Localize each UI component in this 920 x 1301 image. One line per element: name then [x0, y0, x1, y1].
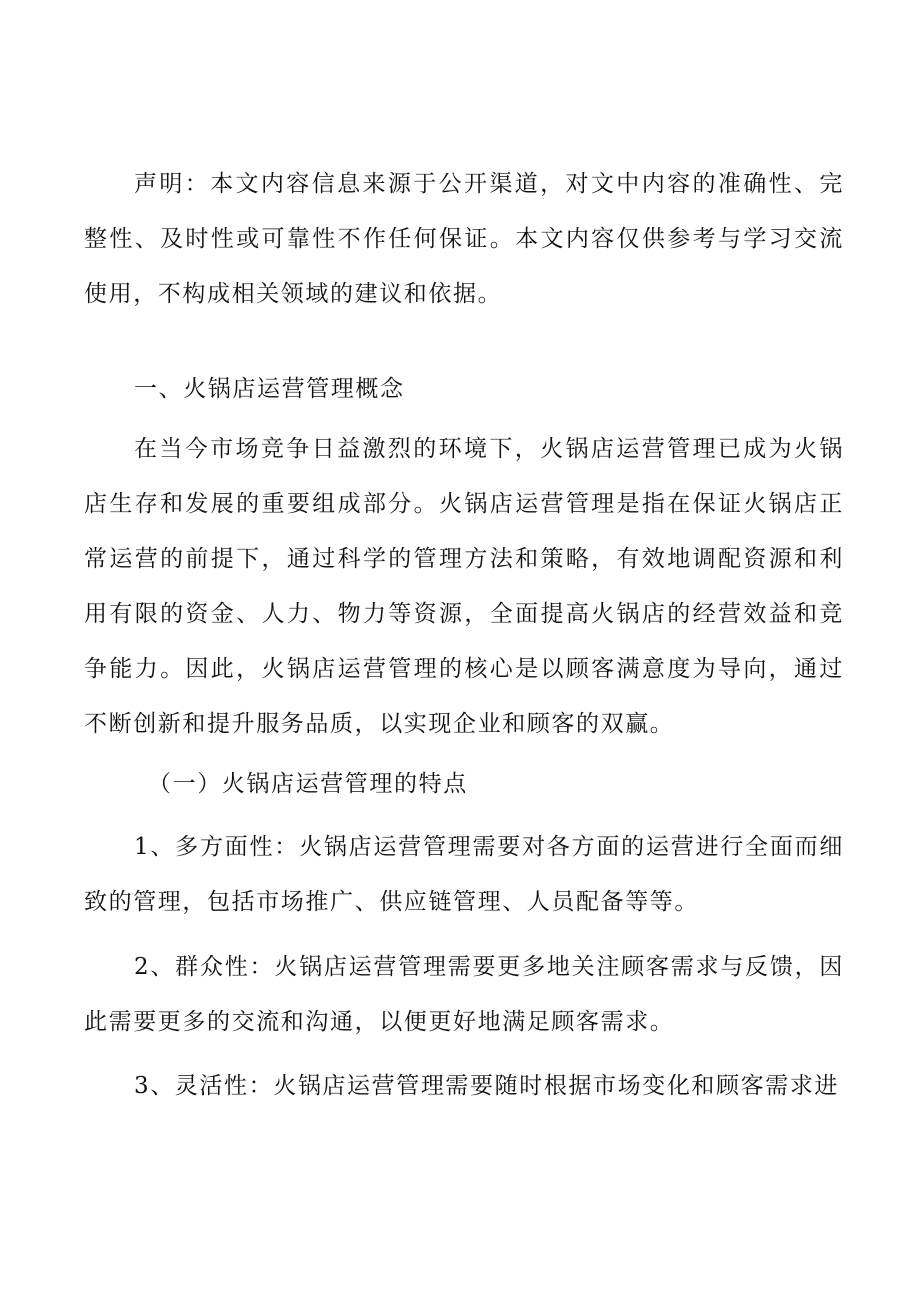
subsection-heading: （一）火锅店运营管理的特点	[148, 771, 468, 797]
section-paragraph: 在当今市场竞争日益激烈的环境下，火锅店运营管理已成为火锅店生存和发展的重要组成部分。火锅店运营管理是指在保证火锅店正常运营的前提下，通过科学的管理方法和策略，有效地调配资源和利用有限的资金、人力、物力等资源，全面提高火锅店的经营效益和竞争能力。因此，火锅店运营管理的核心是以顾客满意度为导向，通过不断创新和提升服务品质，以实现企业和顾客的双赢。	[84, 436, 844, 737]
list-item: 3、灵活性：火锅店运营管理需要随时根据市场变化和顾客需求进	[134, 1073, 840, 1099]
disclaimer-paragraph: 声明：本文内容信息来源于公开渠道，对文中内容的准确性、完整性、及时性或可靠性不作任何保证。本文内容仅供参考与学习交流使用，不构成相关领域的建议和依据。	[84, 171, 844, 307]
list-item: 1、多方面性：火锅店运营管理需要对各方面的运营进行全面而细致的管理，包括市场推广、供应链管理、人员配备等等。	[84, 834, 844, 915]
list-item: 2、群众性：火锅店运营管理需要更多地关注顾客需求与反馈，因此需要更多的交流和沟通，以便更好地满足顾客需求。	[84, 954, 844, 1035]
section-heading: 一、火锅店运营管理概念	[134, 376, 405, 402]
